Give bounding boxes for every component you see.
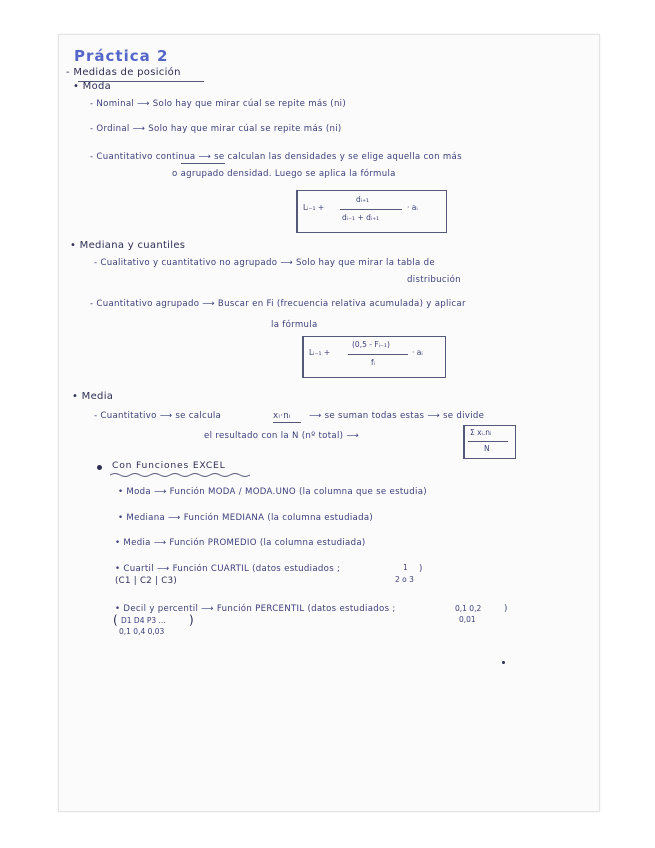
mediana-heading: • Mediana y cuantiles — [70, 240, 186, 251]
moda-cuantitativo-2: o agrupado densidad. Luego se aplica la fórmula — [172, 169, 396, 179]
decil-subnote-1: D1 D4 P3 ... — [121, 616, 166, 625]
decil-subnote-2: 0,1 0,4 0,03 — [119, 627, 165, 636]
ink-dot — [502, 661, 505, 664]
page-title: Práctica 2 — [74, 47, 169, 65]
media-line2: el resultado con la N (nº total) ⟶ — [204, 431, 359, 441]
decil-args-bottom: 0,01 — [459, 615, 476, 624]
moda-fraction-bar — [340, 209, 402, 210]
decil-close-paren: ) — [504, 604, 508, 614]
mediana-line2b: la fórmula — [271, 320, 318, 330]
mediana-formula-tail: · aᵢ — [412, 348, 423, 357]
mediana-line1b: distribución — [407, 275, 461, 285]
cuartil-subnote: (C1 | C2 | C3) — [115, 576, 178, 586]
excel-cuartil: • Cuartil ⟶ Función CUARTIL (datos estudiados ; — [115, 564, 341, 574]
moda-nominal: - Nominal ⟶ Solo hay que mirar cúal se repite más (ni) — [90, 99, 347, 109]
media-line1-product: xᵢ·nᵢ — [273, 411, 291, 421]
moda-formula-denominator: dᵢ₋₁ + dᵢ₊₁ — [342, 213, 380, 222]
cuartil-arg-top: 1 — [403, 563, 408, 572]
mediana-line2: - Cuantitativo agrupado ⟶ Buscar en Fi (frecuencia relativa acumulada) y aplicar — [90, 299, 466, 309]
section-subtitle: - Medidas de posición — [66, 67, 181, 78]
mediana-formula-lead: Lᵢ₋₁ + — [309, 348, 331, 357]
moda-cuantitativo-1: - Cuantitativo continua ⟶ se calculan las densidades y se elige aquella con más — [90, 152, 462, 162]
excel-heading: Con Funciones EXCEL — [112, 460, 226, 471]
excel-media: • Media ⟶ Función PROMEDIO (la columna estudiada) — [115, 538, 366, 548]
moda-heading: • Moda — [73, 81, 112, 92]
excel-bullet — [97, 465, 102, 470]
excel-mediana: • Mediana ⟶ Función MEDIANA (la columna estudiada) — [118, 513, 374, 523]
media-heading: • Media — [72, 391, 114, 402]
mediana-fraction-bar — [348, 354, 408, 355]
media-fraction-bar — [468, 441, 508, 442]
decil-args-top: 0,1 0,2 — [455, 604, 482, 613]
excel-decil-percentil: • Decil y percentil ⟶ Función PERCENTIL (datos estudiados ; — [115, 604, 396, 614]
product-underline — [273, 422, 301, 423]
cuartil-close-paren: ) — [419, 564, 423, 574]
media-formula-denominator: N — [484, 444, 490, 453]
mediana-line1: - Cualitativo y cuantitativo no agrupado ⟶ Solo hay que mirar la tabla de — [94, 258, 435, 268]
decil-close-bracket: ) — [189, 613, 194, 627]
cuartil-arg-bottom: 2 o 3 — [395, 575, 414, 584]
notebook-page — [58, 34, 600, 812]
moda-formula-tail: · aᵢ — [407, 203, 418, 212]
mediana-formula-numerator: (0,5 - Fᵢ₋₁) — [352, 340, 390, 349]
media-line1-c: ⟶ se suman todas estas ⟶ se divide — [309, 411, 485, 421]
mediana-formula-denominator: fᵢ — [371, 358, 375, 367]
moda-formula-numerator: dᵢ₊₁ — [356, 195, 370, 204]
media-formula-numerator: Σ xᵢ.nᵢ — [470, 428, 492, 437]
excel-moda: • Moda ⟶ Función MODA / MODA.UNO (la columna que se estudia) — [118, 487, 427, 497]
continua-underline — [181, 163, 225, 164]
media-line1-a: - Cuantitativo ⟶ se calcula — [94, 411, 222, 421]
excel-heading-squiggle — [110, 472, 250, 478]
decil-open-bracket: ( — [113, 613, 118, 627]
moda-ordinal: - Ordinal ⟶ Solo hay que mirar cúal se repite más (ni) — [90, 124, 342, 134]
moda-formula-lead: Lᵢ₋₁ + — [303, 203, 325, 212]
